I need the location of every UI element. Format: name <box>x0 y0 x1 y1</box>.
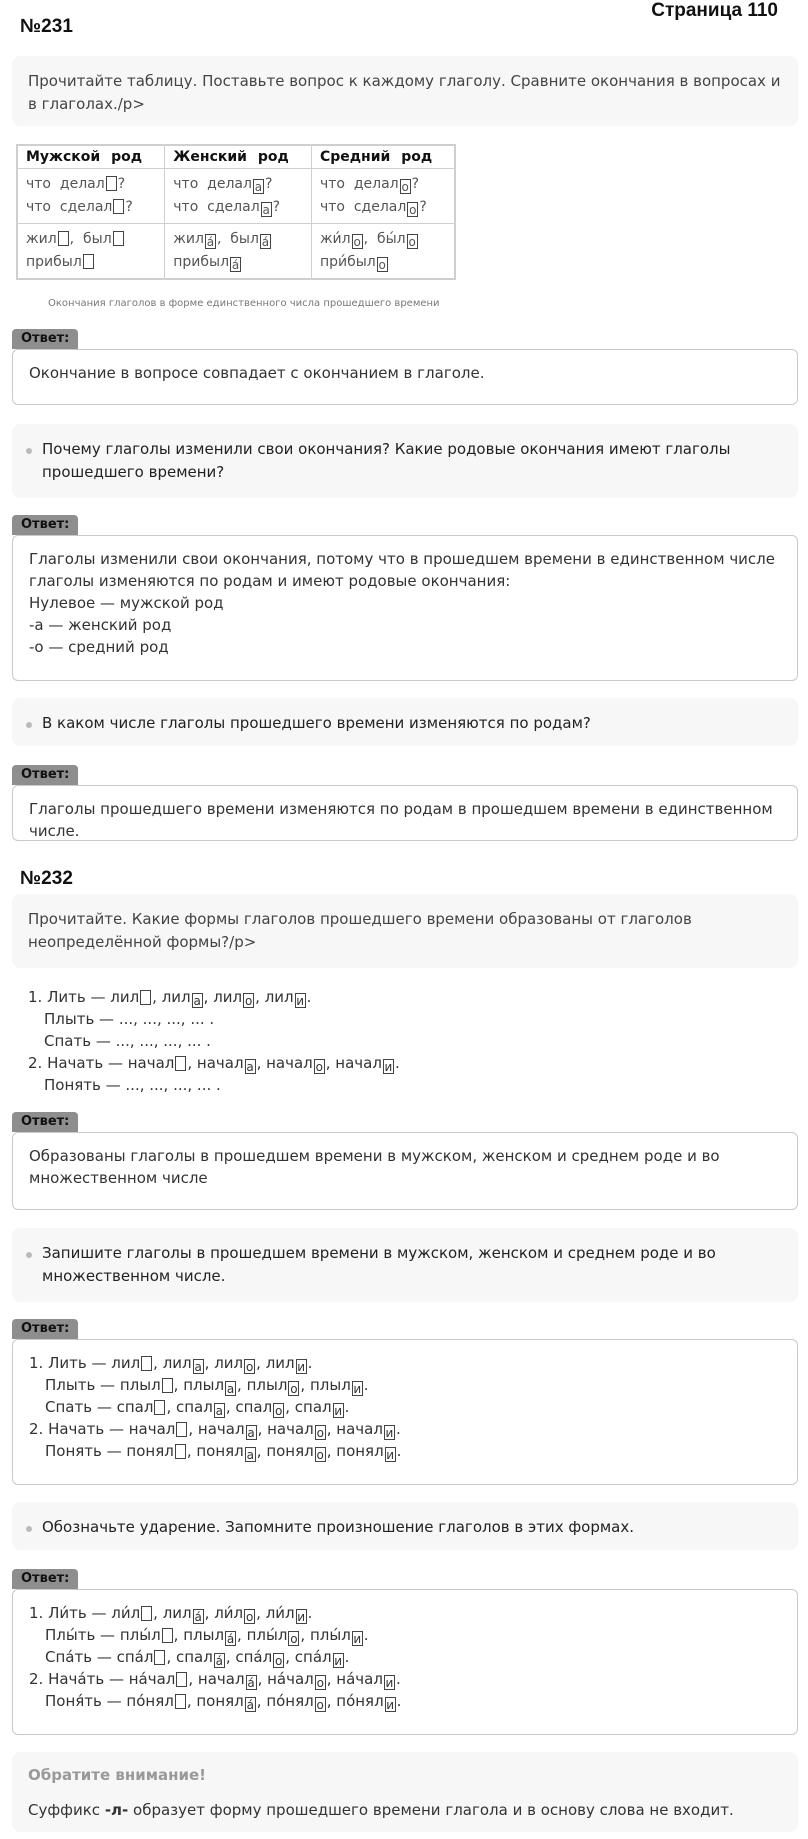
exercise-number-231: №231 <box>20 16 73 37</box>
answer-box-232-3 <box>12 1589 798 1735</box>
answer-text: Нулевое — мужской род <box>29 594 224 612</box>
question-text: Почему глаголы изменили свои окончания? Какие родовые окончания имеют глаголы прошедшего времени? <box>42 440 731 481</box>
answer-text: Образованы глаголы в прошедшем времени в мужском, женском и среднем роде и во множественном числе <box>29 1147 720 1187</box>
ending-box: о <box>409 203 417 217</box>
list-item: 1. Лить — лил , лил а , лил о , лил и . <box>28 988 312 1008</box>
answer-text: Глаголы изменили свои окончания, потому что в прошедшем времени в единственном числе глаголы изменяются по родам и имеют родовые окончания: <box>29 550 775 590</box>
answer-text: -а — женский род <box>29 616 172 634</box>
cell-masc-verbs: жил , был прибыл <box>17 224 165 280</box>
table-header-row <box>17 145 455 169</box>
cell-fem-verbs: жил а́ , был а́ прибыл а́ <box>165 224 312 280</box>
attention-text: Суффикс -л- образует форму прошедшего времени глагола и в основу слова не входит. <box>28 1801 734 1819</box>
verb-list <box>28 986 400 1096</box>
cell-masc-questions: что делал ? что сделал ? <box>17 169 165 224</box>
answer-line: 1. Ли́ть — ли́л , лил а́ , ли́л о , ли́л и . <box>29 1604 313 1624</box>
cell-neut-verbs: жи́л о , бы́л о при́был о <box>311 224 455 280</box>
attention-note <box>12 1752 798 1832</box>
answer-label: Ответ: <box>12 1569 78 1589</box>
answer-line: 2. Нача́ть — на́чал , начал а́ , на́чал о , на́чал и . <box>29 1670 401 1690</box>
table-caption: Окончания глаголов в форме единственного числа прошедшего времени <box>48 298 440 309</box>
answer-line: Поня́ть — по́нял , понял а́ , по́нял о , по́нял и . <box>45 1692 402 1712</box>
answer-label: Ответ: <box>12 1319 78 1339</box>
answer-text: Глаголы прошедшего времени изменяются по родам в прошедшем времени в единственном числе. <box>29 800 773 840</box>
header-masculine: Мужской род <box>17 145 165 169</box>
ending-box <box>106 176 117 191</box>
answer-box-231-2 <box>12 535 798 681</box>
task-232 <box>12 894 798 968</box>
answer-box-231-1 <box>12 349 798 405</box>
answer-line: 2. Начать — начал , начал а , начал о , начал и . <box>29 1420 401 1440</box>
answer-line: Плыть — плыл , плыл а , плыл о , плыл и . <box>45 1376 369 1396</box>
answer-box-231-3 <box>12 785 798 841</box>
question-231-3 <box>12 698 798 746</box>
ending-box: а <box>262 203 270 217</box>
exercise-number-232: №232 <box>20 868 73 889</box>
attention-title: Обратите внимание! <box>28 1766 207 1784</box>
answer-box-232-2 <box>12 1339 798 1485</box>
task-232-text: Прочитайте. Какие формы глаголов прошедшего времени образованы от глаголов неопределённой формы?/p> <box>28 910 692 951</box>
answer-line: Понять — понял , понял а , понял о , понял и . <box>45 1442 402 1462</box>
list-item: Спать — ..., ..., ..., ... . <box>44 1032 211 1050</box>
answer-line: Плы́ть — плы́л , плыл а́ , плы́л о , плы́л и . <box>45 1626 369 1646</box>
answer-label: Ответ: <box>12 515 78 535</box>
cell-neut-questions: что делал о ? что сделал о ? <box>311 169 455 224</box>
table-row-verbs <box>17 224 455 280</box>
answer-text: Окончание в вопросе совпадает с окончанием в глаголе. <box>29 364 485 382</box>
question-text: Запишите глаголы в прошедшем времени в мужском, женском и среднем роде и во множественном числе. <box>42 1244 716 1285</box>
header-neuter: Средний род <box>311 145 455 169</box>
ending-box: о <box>401 180 409 194</box>
task-231 <box>12 56 798 126</box>
answer-text: -о — средний род <box>29 638 169 656</box>
table-row-questions <box>17 169 455 224</box>
cell-fem-questions: что делал а ? что сделал а ? <box>165 169 312 224</box>
endings-table <box>16 144 456 280</box>
page-number: Страница 110 <box>651 0 778 21</box>
list-item: Плыть — ..., ..., ..., ... . <box>44 1010 215 1028</box>
question-231-2 <box>12 424 798 498</box>
question-text: В каком числе глаголы прошедшего времени изменяются по родам? <box>42 714 591 732</box>
header-feminine: Женский род <box>165 145 312 169</box>
ending-box <box>113 199 124 214</box>
answer-label: Ответ: <box>12 765 78 785</box>
list-item: Понять — ..., ..., ..., ... . <box>44 1076 221 1094</box>
answer-box-232-1 <box>12 1132 798 1210</box>
answer-line: 1. Лить — лил , лил а , лил о , лил и . <box>29 1354 313 1374</box>
task-231-text: Прочитайте таблицу. Поставьте вопрос к каждому глаголу. Сравните окончания в вопросах и в глаголах./p> <box>28 72 781 113</box>
answer-label: Ответ: <box>12 1112 78 1132</box>
list-item: 2. Начать — начал , начал а , начал о , начал и . <box>28 1054 400 1074</box>
question-232-3 <box>12 1502 798 1550</box>
answer-line: Спать — спал , спал а , спал о , спал и . <box>45 1398 350 1418</box>
ending-box: а <box>254 180 263 194</box>
answer-line: Спа́ть — спа́л , спал а́ , спа́л о , спа́л и . <box>45 1648 350 1668</box>
question-text: Обозначьте ударение. Запомните произношение глаголов в этих формах. <box>42 1518 635 1536</box>
answer-label: Ответ: <box>12 329 78 349</box>
question-232-2 <box>12 1228 798 1302</box>
